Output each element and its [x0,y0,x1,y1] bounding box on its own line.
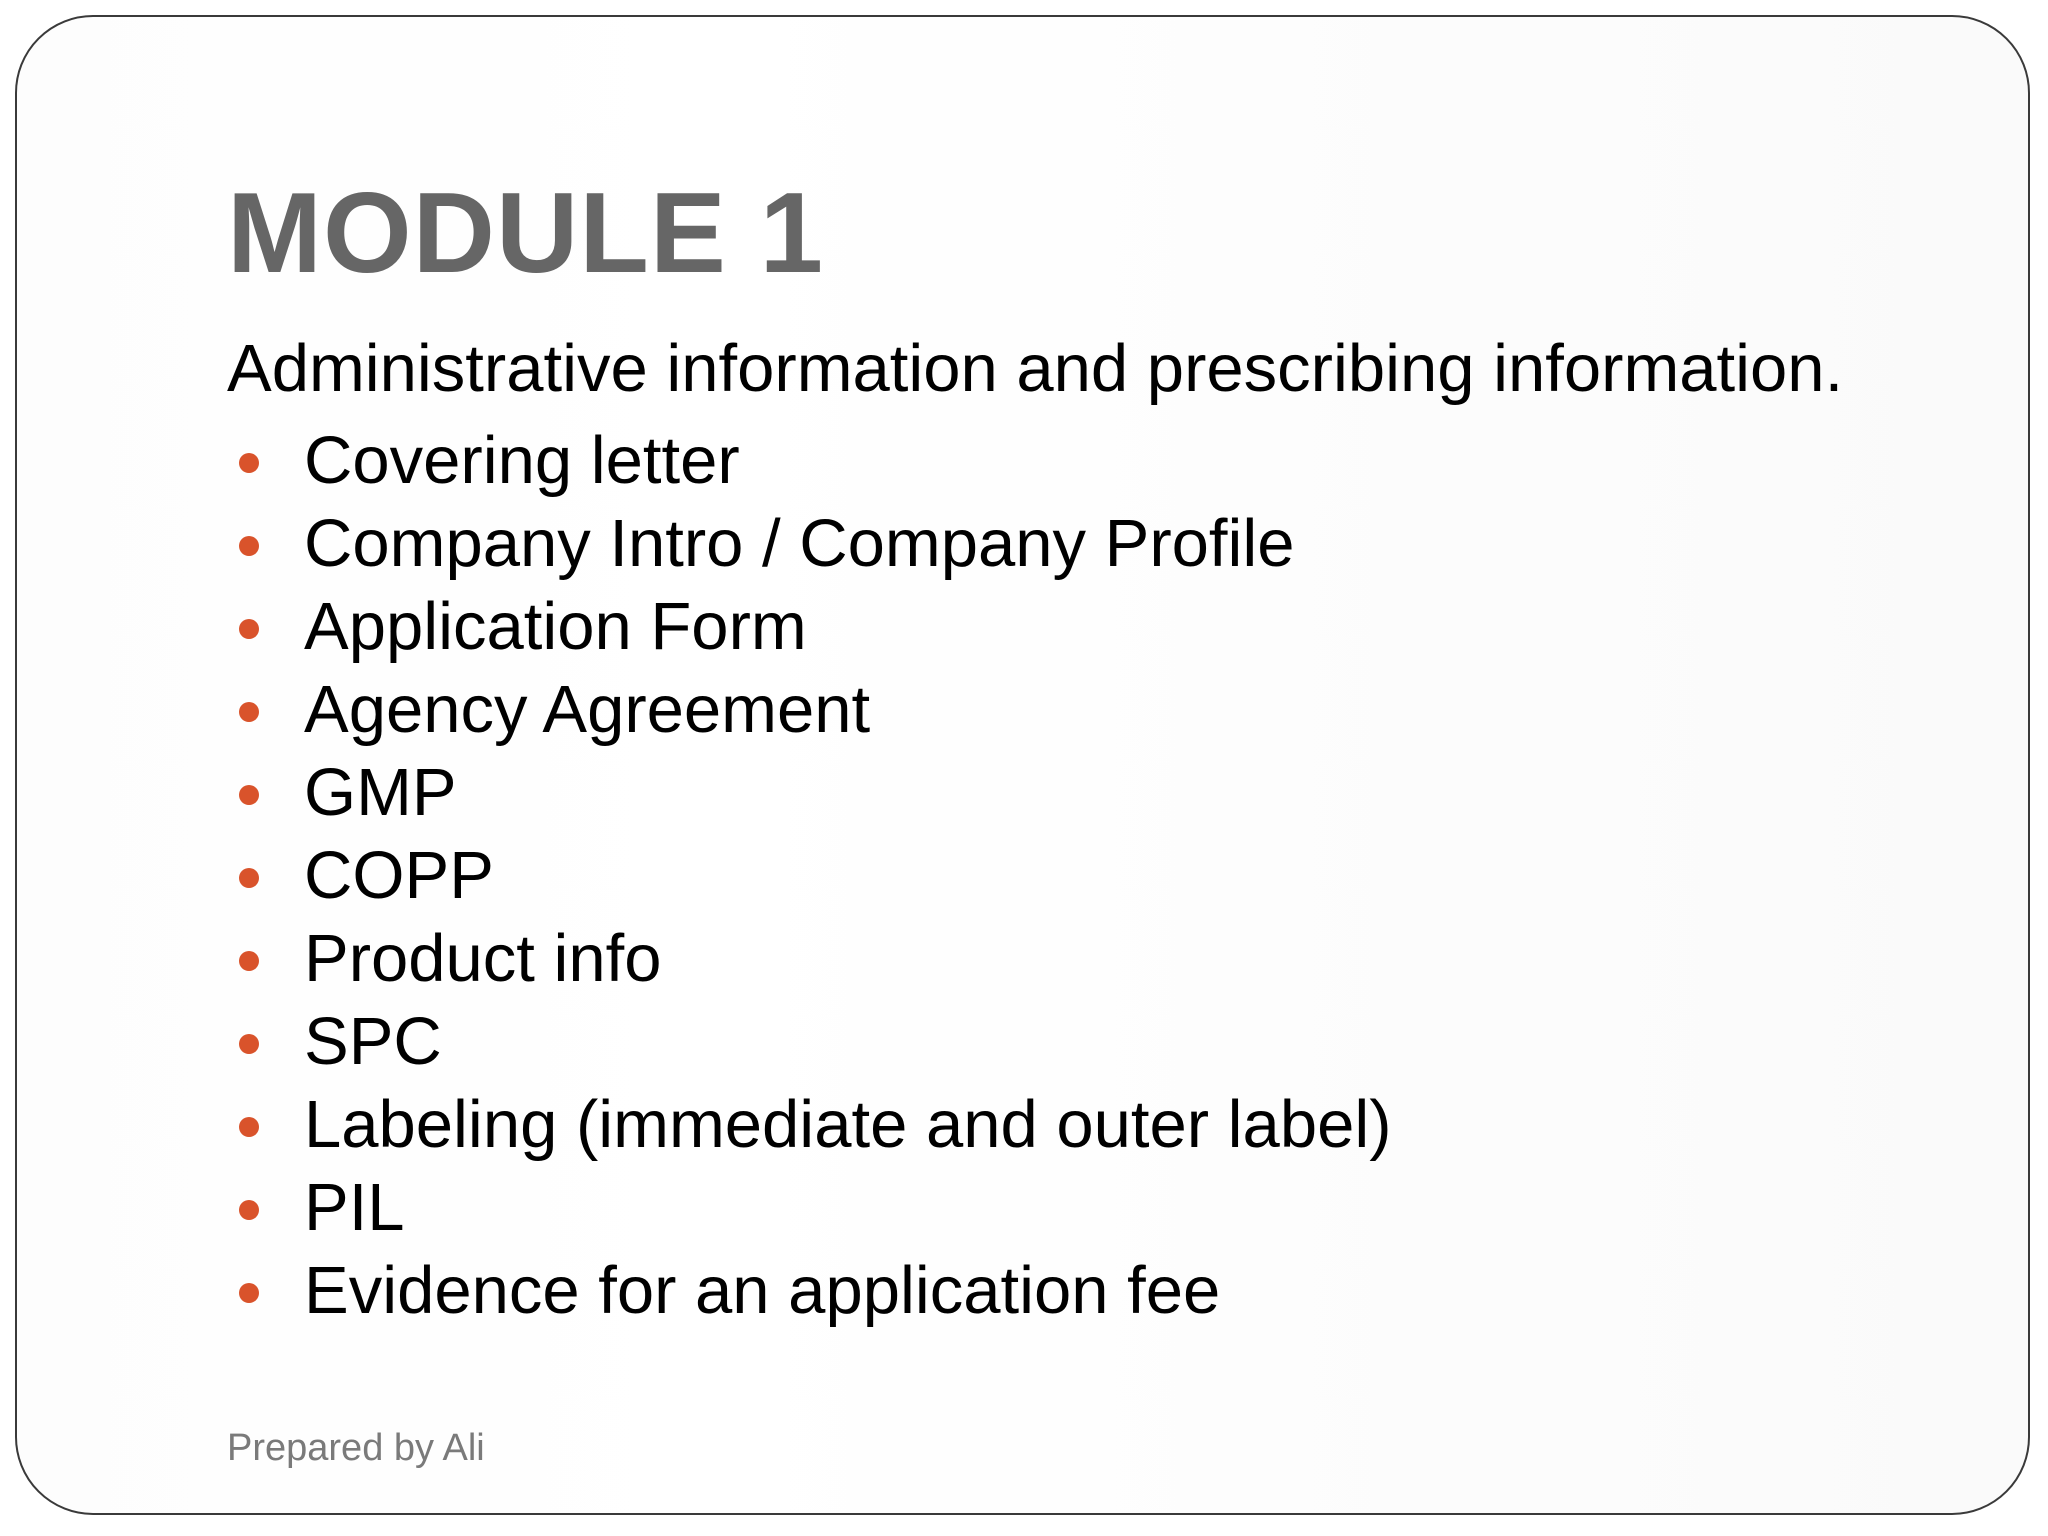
list-item [227,502,1392,585]
list-item-label: Agency Agreement [304,672,871,747]
bullet-dot-icon [239,951,259,971]
list-item [227,834,1392,917]
list-item [227,751,1392,834]
bullet-list [227,419,1392,1332]
list-item [227,419,1392,502]
bullet-dot-icon [239,785,259,805]
list-item [227,1083,1392,1166]
list-item [227,917,1392,1000]
list-item [227,585,1392,668]
slide-frame [15,15,2030,1515]
bullet-dot-icon [239,868,259,888]
list-item-label: Product info [304,921,662,996]
list-item [227,1166,1392,1249]
list-item-label: GMP [304,755,457,830]
list-item-label: SPC [304,1004,442,1079]
list-item-label: Company Intro / Company Profile [304,506,1295,581]
list-item [227,1000,1392,1083]
list-item-label: COPP [304,838,494,913]
bullet-dot-icon [239,1034,259,1054]
bullet-dot-icon [239,619,259,639]
slide-intro: Administrative information and prescribing information. [227,331,1844,406]
list-item-label: Labeling (immediate and outer label) [304,1087,1392,1162]
bullet-dot-icon [239,536,259,556]
bullet-dot-icon [239,1200,259,1220]
slide-title: MODULE 1 [227,170,825,297]
list-item-label: Application Form [304,589,807,664]
bullet-dot-icon [239,1283,259,1303]
list-item [227,668,1392,751]
list-item-label: Covering letter [304,423,740,498]
bullet-dot-icon [239,1117,259,1137]
list-item-label: Evidence for an application fee [304,1253,1221,1328]
list-item-label: PIL [304,1170,405,1245]
slide-footer: Prepared by Ali [227,1427,485,1469]
bullet-dot-icon [239,453,259,473]
list-item [227,1249,1392,1332]
bullet-dot-icon [239,702,259,722]
